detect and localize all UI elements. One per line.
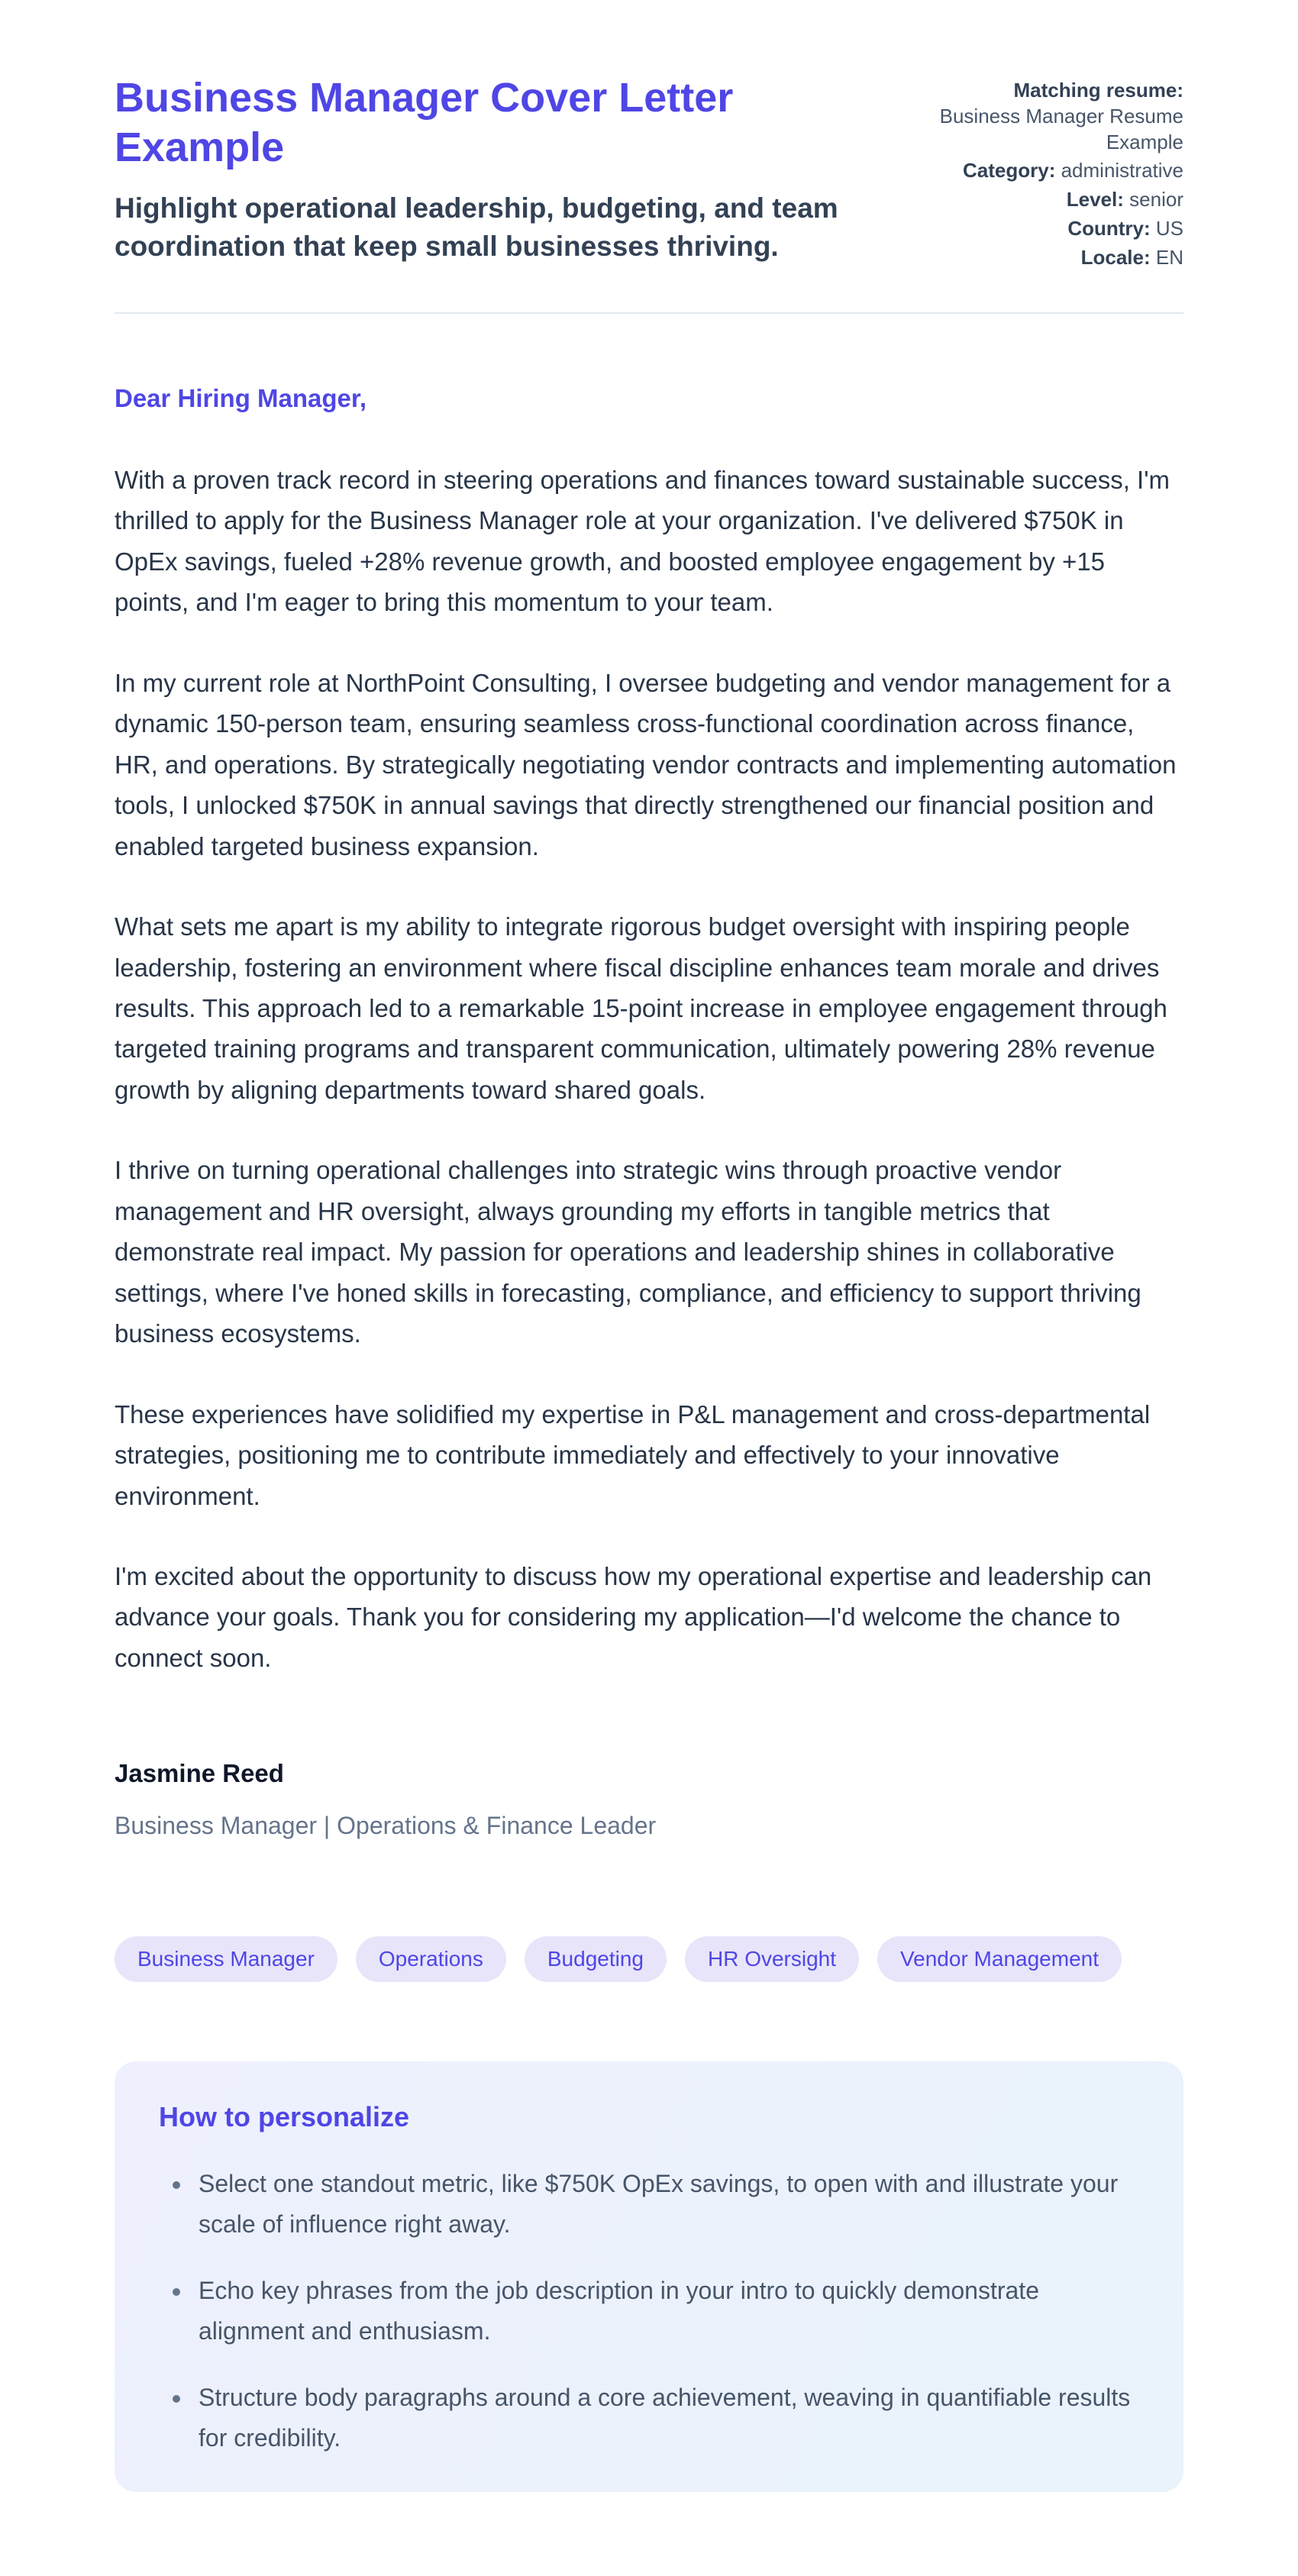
header-title-block <box>115 73 882 266</box>
personalize-tip-3: • Structure body paragraphs around a core achievement, weaving in quantifiable results for credibility. <box>192 2377 1139 2458</box>
personalize-tip-1: • Select one standout metric, like $750K OpEx savings, to open with and illustrate your scale of influence right away. <box>192 2164 1139 2245</box>
meta-label-country: Country: <box>1067 216 1151 240</box>
personalize-tip-2: • Echo key phrases from the job description in your intro to quickly demonstrate alignment and enthusiasm. <box>192 2271 1139 2352</box>
tag-budgeting[interactable]: Budgeting <box>525 1936 667 1982</box>
meta-value-category: administrative <box>1061 159 1183 182</box>
meta-value-locale: EN <box>1155 245 1183 269</box>
meta-label-locale: Locale: <box>1080 245 1151 269</box>
meta-value-matching-resume: Business Manager Resume Example <box>939 104 1183 153</box>
meta-row-category <box>928 158 1183 184</box>
tag-list <box>115 1936 1183 1982</box>
tag-vendor-management[interactable]: Vendor Management <box>877 1936 1122 1982</box>
meta-label-matching-resume: Matching resume: <box>1013 79 1183 102</box>
meta-label-level: Level: <box>1066 188 1124 211</box>
meta-row-matching-resume <box>928 78 1183 155</box>
tag-operations[interactable]: Operations <box>356 1936 506 1982</box>
salutation: Dear Hiring Manager, <box>115 383 367 412</box>
personalize-heading: How to personalize <box>159 2100 410 2132</box>
letter-paragraph-3: What sets me apart is my ability to integrate rigorous budget oversight with inspiring people leadership, fostering an environment where fiscal discipline enhances team morale and drives results. This approach led to a remarkable 15-point increase in employee engagement through targeted training programs and transparent communication, ultimately powering 28% revenue growth by aligning departments toward shared goals. <box>115 912 1167 1104</box>
page-subtitle: Highlight operational leadership, budgeting, and team coordination that keep small businesses thriving. <box>115 192 838 262</box>
personalize-tips-list <box>159 2164 1139 2459</box>
tag-business-manager[interactable]: Business Manager <box>115 1936 337 1982</box>
letter-paragraph-5: These experiences have solidified my expertise in P&L management and cross-departmental strategies, positioning me to contribute immediately and effectively to your innovative environment. <box>115 1399 1151 1510</box>
signature-block <box>115 1753 1183 1845</box>
page-header <box>115 73 1183 274</box>
header-divider <box>115 312 1183 314</box>
meta-value-level: senior <box>1129 188 1183 211</box>
tag-hr-oversight[interactable]: HR Oversight <box>685 1936 859 1982</box>
resume-meta-panel <box>928 73 1183 274</box>
meta-row-locale <box>928 245 1183 271</box>
cover-letter-body <box>115 378 1183 1846</box>
meta-label-category: Category: <box>963 159 1056 182</box>
signature-name: Jasmine Reed <box>115 1759 284 1788</box>
signature-title: Business Manager | Operations & Finance Leader <box>115 1811 657 1839</box>
meta-value-country: US <box>1155 216 1183 240</box>
page-title: Business Manager Cover Letter Example <box>115 75 734 170</box>
letter-paragraph-6: I'm excited about the opportunity to discuss how my operational expertise and leadership can advance your goals. Thank you for considering my application—I'd welcome the chance to connect soon. <box>115 1562 1152 1672</box>
personalize-tips-box <box>115 2061 1183 2493</box>
letter-paragraph-2: In my current role at NorthPoint Consulting, I oversee budgeting and vendor management for a dynamic 150-person team, ensuring seamless cross-functional coordination across finance, HR, and operations. By strategically negotiating vendor contracts and implementing automation tools, I unlocked $750K in annual savings that directly strengthened our financial position and enabled targeted business expansion. <box>115 668 1177 860</box>
letter-paragraph-4: I thrive on turning operational challenges into strategic wins through proactive vendor management and HR oversight, always grounding my efforts in tangible metrics that demonstrate real impact. My passion for operations and leadership shines in collaborative settings, where I've honed skills in forecasting, compliance, and efficiency to support thriving business ecosystems. <box>115 1156 1141 1348</box>
meta-row-level <box>928 187 1183 213</box>
letter-paragraph-1: With a proven track record in steering operations and finances toward sustainable success, I'm thrilled to apply for the Business Manager role at your organization. I've delivered $750K in OpEx savings, fueled +28% revenue growth, and boosted employee engagement by +15 points, and I'm eager to bring this momentum to your team. <box>115 466 1170 617</box>
meta-row-country <box>928 216 1183 242</box>
